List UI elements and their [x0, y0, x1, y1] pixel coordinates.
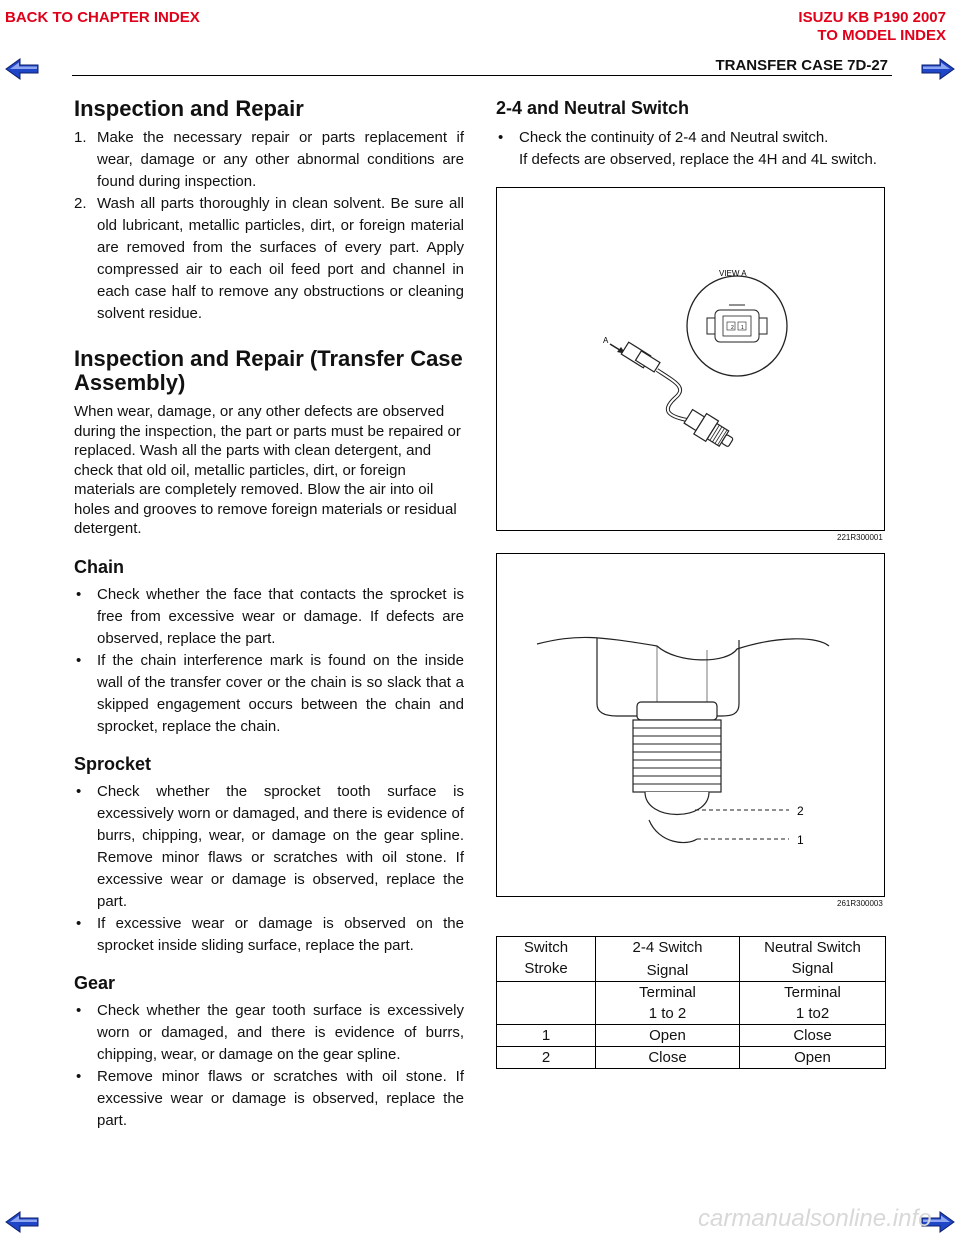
- left-column: [74, 97, 464, 1132]
- list-item: • Check whether the gear tooth surface is excessively worn or damaged, and there is evidence of burrs, chipping, wear, or damage on the gear spline.: [76, 1001, 464, 1063]
- list-item: • Remove minor flaws or scratches with oil stone. If excessive wear or damage is observed, replace the part.: [76, 1067, 464, 1129]
- list-item: [74, 193, 464, 325]
- list-item: [74, 127, 464, 193]
- switch-stroke-illustration: [497, 554, 884, 896]
- table-cell: Open: [740, 1047, 886, 1069]
- to-model-index-link[interactable]: TO MODEL INDEX: [817, 27, 946, 44]
- table-cell: Terminal 1 to2: [740, 982, 886, 1025]
- list-item: • Check whether the sprocket tooth surface is excessively worn or damaged, and there is evidence of burrs, chipping, wear, or damage on the gear spline. Remove minor flaws or scratches with oil stone. If excessive wear or damage is observed, replace the part.: [76, 782, 464, 910]
- table-header-cell: 2-4 Switch Signal: [596, 937, 740, 982]
- switch-stroke-figure: [496, 553, 885, 897]
- table-cell: 2: [497, 1047, 596, 1069]
- model-title: ISUZU KB P190 2007: [798, 9, 946, 26]
- list-item: • Check whether the face that contacts the sprocket is free from excessive wear or damage. If defects are observed, replace the part.: [76, 585, 464, 647]
- switch-instructions: [496, 127, 896, 171]
- back-to-chapter-index-link[interactable]: BACK TO CHAPTER INDEX: [5, 9, 200, 26]
- next-page-arrow-icon[interactable]: [918, 57, 956, 81]
- switch-connector-figure: [496, 187, 885, 531]
- list-item: • If excessive wear or damage is observed on the sprocket inside sliding surface, replace the part.: [76, 914, 464, 954]
- table-header-cell: Neutral Switch Signal: [740, 937, 886, 982]
- list-item-text: Check whether the sprocket tooth surface is excessively worn or damaged, and there is evidence of burrs, chipping, wear, or damage on the gear spline. Remove minor flaws or scratches with oil stone. If excessive wear or damage is observed, replace the part.: [97, 782, 464, 910]
- stroke-1-label: 1: [797, 833, 804, 847]
- table-row: [497, 1047, 886, 1069]
- table-cell: [497, 982, 596, 1025]
- table-cell: Open: [596, 1025, 740, 1047]
- list-item-number: 2.: [74, 195, 87, 212]
- transfer-case-paragraph: When wear, damage, or any other defects are observed during the inspection, the part or parts must be repaired or replaced. Wash all the parts with clean detergent, and check that old oil, metallic particles, dirt, or foreign materials are completely removed. Blow the air into oil holes and grooves to remove foreign materials or residual detergent.: [74, 403, 461, 537]
- repair-steps-list: [74, 127, 464, 325]
- list-item-text: Check whether the face that contacts the sprocket is free from excessive wear or damage. If defects are observed, replace the part.: [97, 585, 464, 647]
- section-heading-transfer-case: Inspection and Repair (Transfer Case Assembly): [74, 346, 463, 395]
- switch-bullet-list: [496, 127, 896, 149]
- chain-heading: Chain: [74, 556, 125, 577]
- list-item-text: If the chain interference mark is found on the inside wall of the transfer cover or the chain is so slack that a skipped engagement occurs between the chain and sprocket, replace the chain.: [97, 651, 464, 735]
- table-cell: Close: [740, 1025, 886, 1047]
- page-header-title: TRANSFER CASE 7D-27: [715, 57, 888, 74]
- switch-section-heading: 2-4 and Neutral Switch: [496, 98, 690, 118]
- list-item-text: Check the continuity of 2-4 and Neutral switch.: [519, 129, 829, 146]
- table-subheader-row: [497, 982, 886, 1025]
- switch-instruction-line2: If defects are observed, replace the 4H and 4L switch.: [519, 151, 877, 168]
- list-item-text: If excessive wear or damage is observed on the sprocket inside sliding surface, replace the part.: [97, 914, 464, 954]
- pin-1-label: 1: [741, 325, 744, 331]
- table-row: [497, 1025, 886, 1047]
- previous-page-arrow-icon[interactable]: [4, 1210, 42, 1234]
- chain-bullet-list: [74, 584, 464, 738]
- table-header-cell: Switch Stroke: [497, 937, 596, 982]
- sprocket-heading: Sprocket: [74, 753, 152, 774]
- header-rule: [72, 75, 892, 76]
- list-item-number: 1.: [74, 129, 87, 146]
- view-a-label: VIEW A: [719, 269, 747, 278]
- previous-page-arrow-icon[interactable]: [4, 57, 42, 81]
- sprocket-bullet-list: [74, 781, 464, 957]
- switch-connector-illustration: [497, 188, 884, 530]
- stroke-2-label: 2: [797, 804, 804, 818]
- figure2-code: 261R300003: [837, 899, 883, 908]
- table-cell: Close: [596, 1047, 740, 1069]
- watermark: carmanualsonline.info: [698, 1205, 932, 1232]
- figure1-code: 221R300001: [837, 533, 883, 542]
- table-header-row: [497, 937, 886, 982]
- section-heading-inspection-repair: Inspection and Repair: [74, 96, 304, 121]
- pin-2-label: 2: [731, 325, 734, 331]
- arrow-a-label: A: [603, 336, 609, 345]
- table-cell: Terminal 1 to 2: [596, 982, 740, 1025]
- list-item-text: Check whether the gear tooth surface is excessively worn or damaged, and there is evidence of burrs, chipping, wear, or damage on the gear spline.: [97, 1001, 464, 1063]
- list-item: • Check the continuity of 2-4 and Neutral switch.: [498, 129, 829, 146]
- gear-heading: Gear: [74, 972, 116, 993]
- list-item-text: Make the necessary repair or parts replacement if wear, damage or any other abnormal conditions are found during inspection.: [97, 129, 464, 190]
- list-item-text: Wash all parts thoroughly in clean solvent. Be sure all old lubricant, metallic particles, dirt, or foreign material are removed from the surfaces of every part. Apply compressed air to each oil feed port and channel in each case half to remove any obstructions or cleaning solvent residue.: [97, 195, 464, 322]
- table-cell: 1: [497, 1025, 596, 1047]
- switch-body: [682, 406, 737, 453]
- gear-bullet-list: [74, 1000, 464, 1132]
- thread-lines: [633, 720, 721, 792]
- list-item-text: Remove minor flaws or scratches with oil stone. If excessive wear or damage is observed, replace the part.: [97, 1067, 464, 1129]
- switch-signal-table: [496, 936, 886, 1069]
- list-item: • If the chain interference mark is found on the inside wall of the transfer cover or the chain is so slack that a skipped engagement occurs between the chain and sprocket, replace the chain.: [76, 651, 464, 735]
